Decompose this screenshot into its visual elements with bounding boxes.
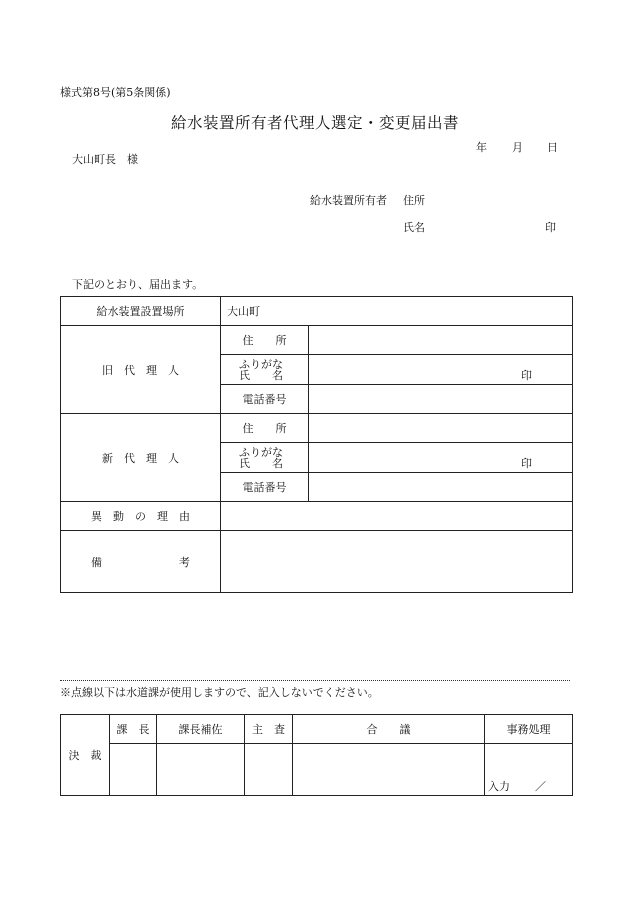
remarks-field[interactable] — [221, 531, 573, 593]
entry-label: 入力 — [488, 780, 510, 793]
owner-name-label: 氏名 — [403, 221, 425, 234]
date-month-label: 月 — [512, 141, 523, 154]
approval-header-row — [61, 715, 573, 744]
old-agent-address-row — [61, 326, 573, 355]
form-number: 様式第8号(第5条関係) — [60, 86, 171, 99]
old-agent-furigana-label: ふりがな — [239, 357, 283, 371]
section-chief-header: 課 長 — [110, 715, 157, 744]
new-agent-address-row — [61, 414, 573, 443]
new-agent-phone-label: 電話番号 — [221, 473, 309, 502]
form-title: 給水装置所有者代理人選定・変更届出書 — [170, 114, 459, 132]
decision-label: 決 裁 — [61, 715, 110, 796]
dotted-cut-line — [60, 680, 570, 681]
remarks-label: 備 考 — [61, 531, 221, 593]
new-agent-address-label: 住 所 — [221, 414, 309, 443]
owner-seal-mark: 印 — [545, 221, 556, 234]
assistant-chief-stamp — [157, 744, 245, 796]
office-use-note: ※点線以下は水道課が使用しますので、記入しないでください。 — [60, 686, 379, 699]
consultation-header: 合 議 — [293, 715, 485, 744]
new-agent-label: 新 代 理 人 — [61, 414, 221, 502]
new-agent-address-field[interactable] — [309, 414, 573, 443]
new-agent-furigana-label: ふりがな — [239, 445, 283, 459]
intro-text: 下記のとおり、届出ます。 — [72, 278, 204, 291]
new-agent-name-label-cell — [221, 443, 309, 473]
new-agent-phone-field[interactable] — [309, 473, 573, 502]
remarks-row — [61, 531, 573, 593]
entry-slash: ／ — [535, 780, 546, 793]
old-agent-phone-label: 電話番号 — [221, 385, 309, 414]
new-agent-name-label: 氏 名 — [239, 456, 283, 470]
reason-label: 異 動 の 理 由 — [61, 502, 221, 531]
location-row — [61, 297, 573, 326]
chief-inspector-header: 主 査 — [245, 715, 293, 744]
reason-row — [61, 502, 573, 531]
owner-address-label: 住所 — [403, 194, 425, 207]
approval-stamp-row — [61, 744, 573, 796]
assistant-chief-header: 課長補佐 — [157, 715, 245, 744]
old-agent-label: 旧 代 理 人 — [61, 326, 221, 414]
office-processing-stamp — [485, 744, 573, 796]
old-agent-address-label: 住 所 — [221, 326, 309, 355]
approval-table — [60, 714, 573, 796]
date-day-label: 日 — [547, 141, 558, 154]
old-agent-name-field[interactable] — [309, 355, 573, 385]
old-agent-phone-field[interactable] — [309, 385, 573, 414]
new-agent-seal-mark: 印 — [521, 457, 532, 470]
old-agent-name-label-cell — [221, 355, 309, 385]
addressee: 大山町長 様 — [72, 153, 138, 166]
location-value[interactable]: 大山町 — [221, 297, 573, 326]
new-agent-name-field[interactable] — [309, 443, 573, 473]
old-agent-name-label: 氏 名 — [239, 368, 283, 382]
reason-field[interactable] — [221, 502, 573, 531]
notification-table — [60, 296, 573, 593]
location-label: 給水装置設置場所 — [61, 297, 221, 326]
office-processing-header: 事務処理 — [485, 715, 573, 744]
old-agent-seal-mark: 印 — [521, 369, 532, 382]
date-year-label: 年 — [476, 141, 487, 154]
chief-inspector-stamp — [245, 744, 293, 796]
consultation-stamp — [293, 744, 485, 796]
old-agent-address-field[interactable] — [309, 326, 573, 355]
owner-label: 給水装置所有者 — [310, 194, 387, 207]
section-chief-stamp — [110, 744, 157, 796]
